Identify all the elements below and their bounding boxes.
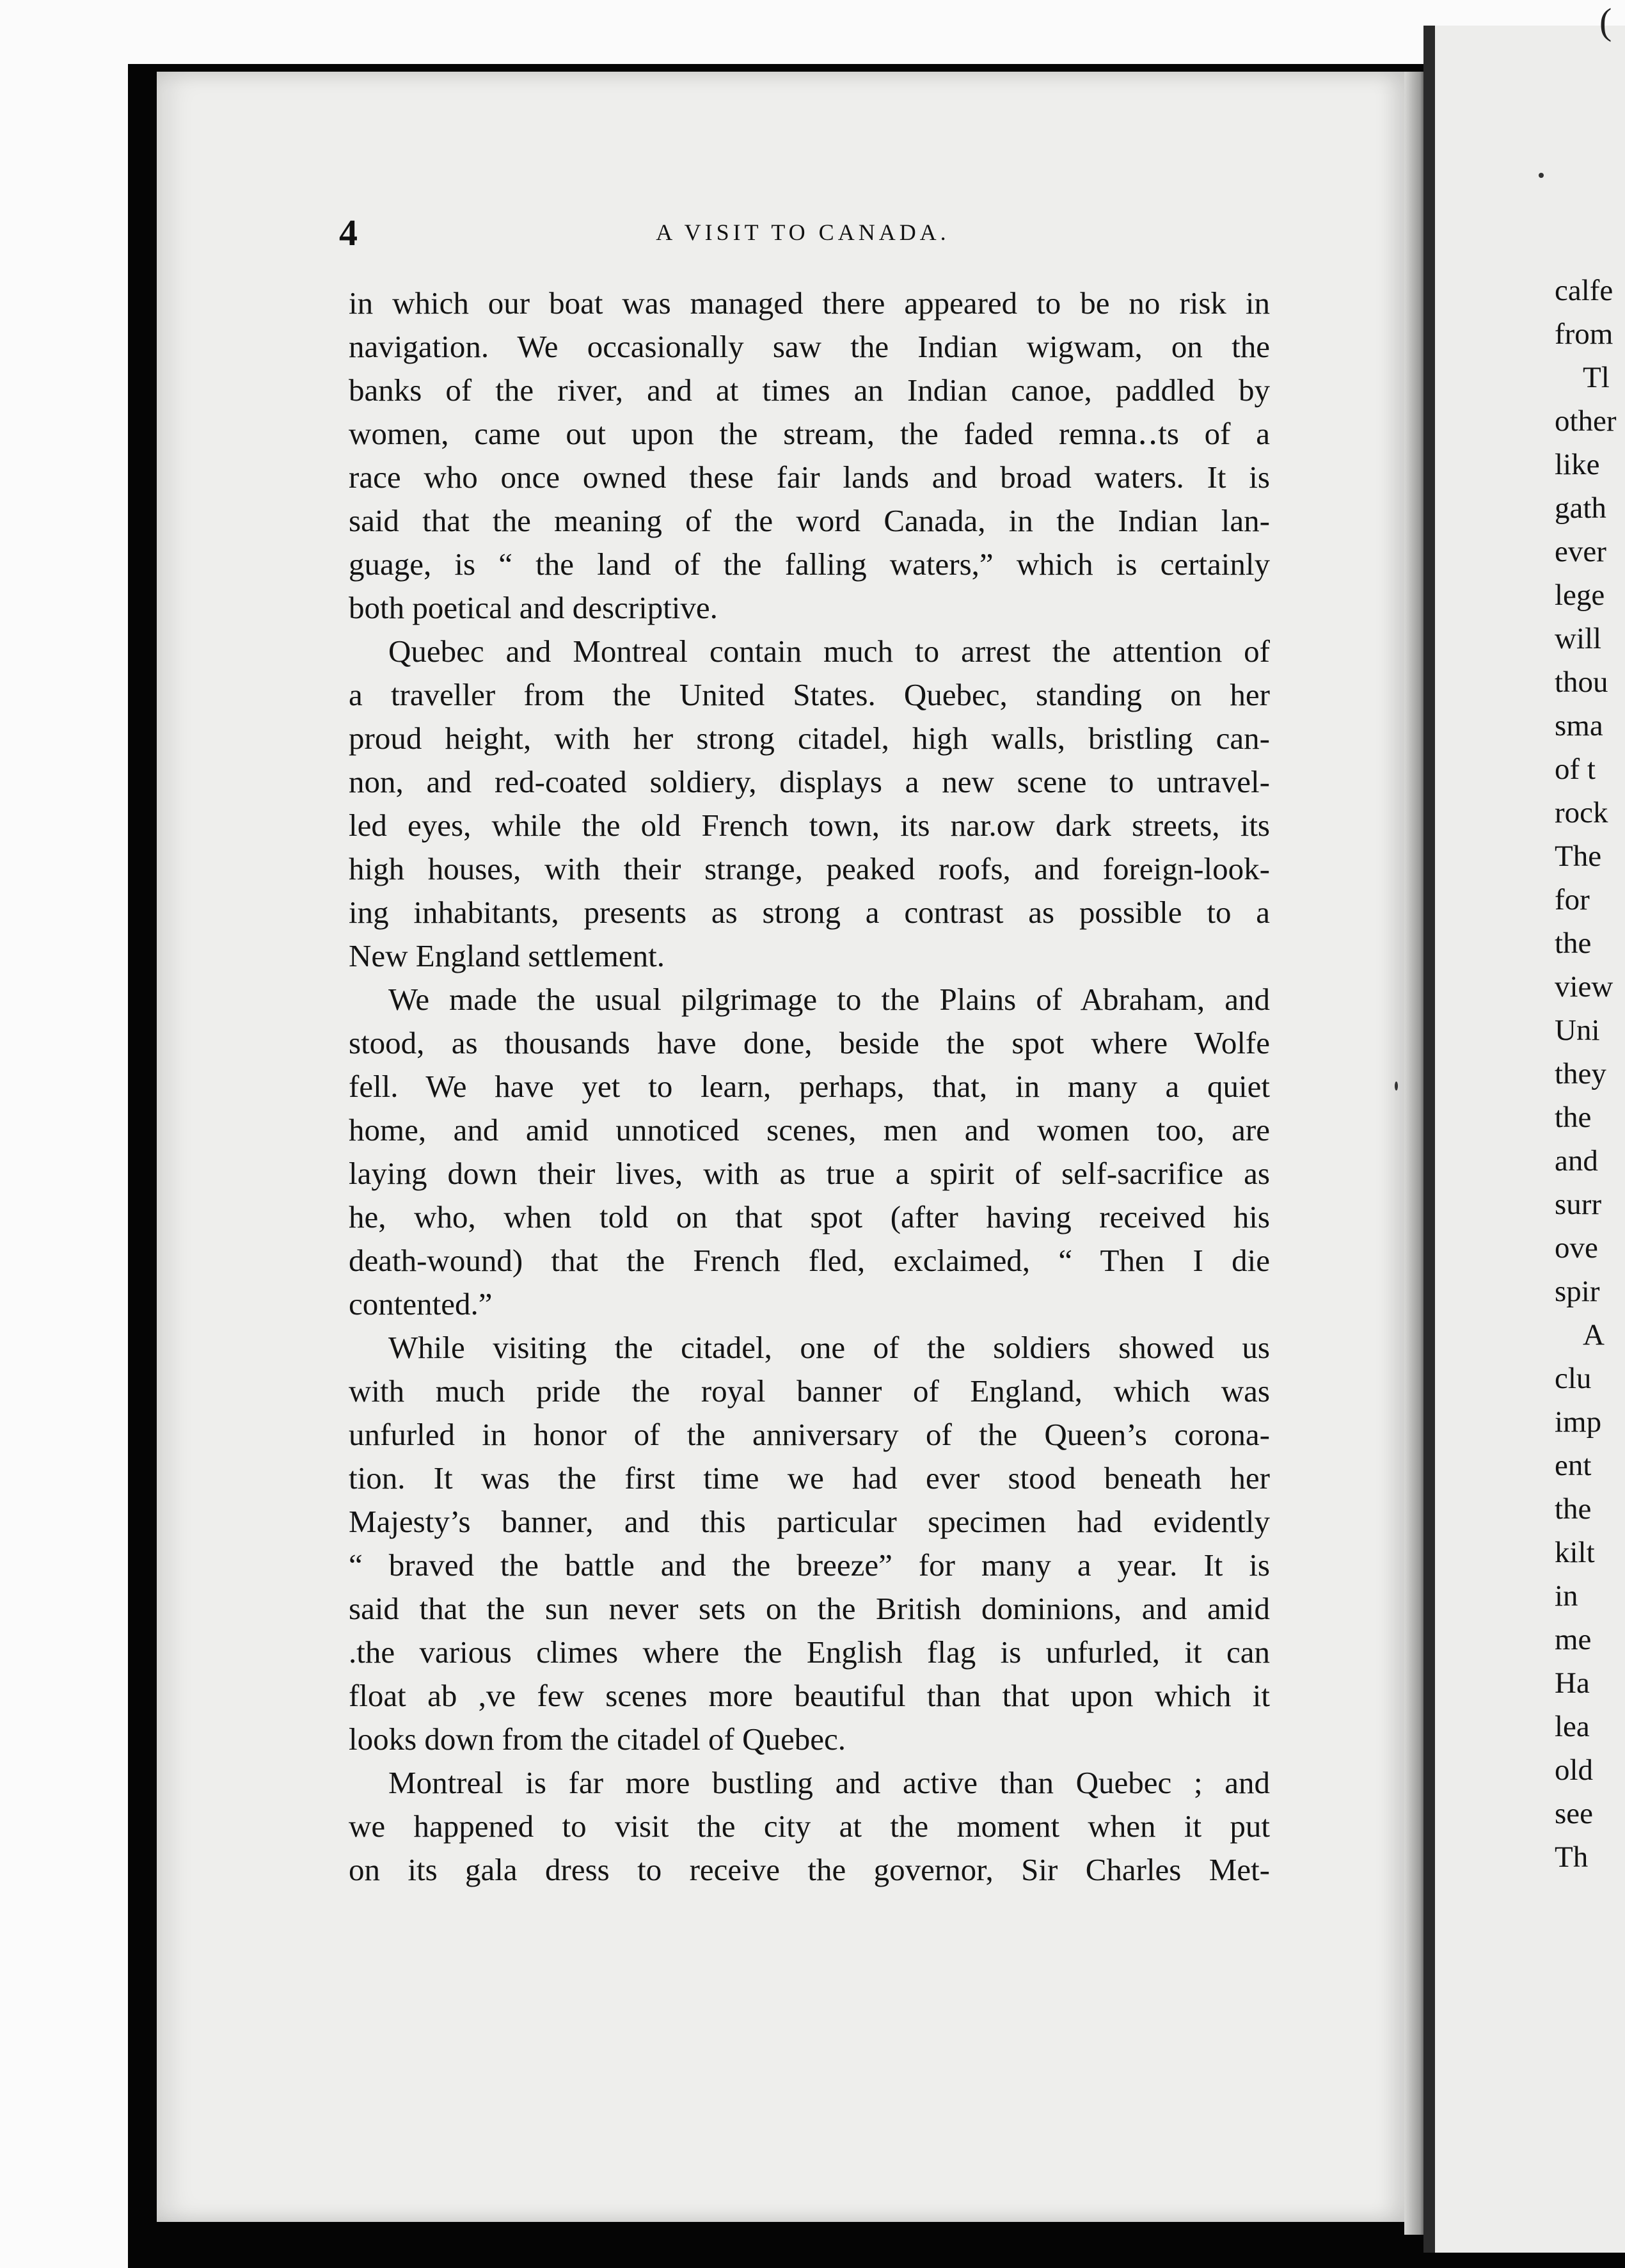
- facing-fragment: sma: [1555, 709, 1603, 742]
- facing-fragment: Ha: [1555, 1666, 1590, 1700]
- text-line: navigation. We occasionally saw the Indian wigwam, on the: [349, 329, 1270, 364]
- facing-fragment: ever: [1555, 535, 1606, 568]
- text-line: said that the sun never sets on the British dominions, and amid: [349, 1591, 1270, 1626]
- facing-fragment: will: [1555, 622, 1602, 655]
- facing-page-edge: [1423, 26, 1435, 2253]
- facing-fragment: spir: [1555, 1275, 1600, 1308]
- facing-fragment: calfe: [1555, 274, 1613, 307]
- facing-fragment: The: [1555, 840, 1602, 873]
- facing-fragment: for: [1555, 883, 1590, 916]
- text-line: “ braved the battle and the breeze” for many a year. It is: [349, 1547, 1270, 1583]
- facing-fragment: kilt: [1555, 1536, 1595, 1569]
- facing-fragment: other: [1555, 404, 1617, 438]
- facing-fragment: ent: [1555, 1449, 1592, 1482]
- text-line: proud height, with her strong citadel, high walls, bristling can-: [349, 721, 1270, 756]
- facing-fragment: lea: [1555, 1710, 1590, 1743]
- facing-fragment: imp: [1555, 1405, 1602, 1439]
- facing-fragment: from: [1555, 317, 1613, 351]
- text-line: New England settlement.: [349, 938, 665, 973]
- header-title: A VISIT TO CANADA.: [656, 220, 950, 245]
- text-line: Majesty’s banner, and this particular specimen had evidently: [349, 1504, 1270, 1539]
- corner-mark: (: [1599, 1, 1612, 42]
- facing-fragment: lege: [1555, 579, 1605, 612]
- text-line: looks down from the citadel of Quebec.: [349, 1721, 846, 1757]
- text-line: fell. We have yet to learn, perhaps, that, in many a quiet: [349, 1069, 1270, 1104]
- text-line: tion. It was the first time we had ever stood beneath her: [349, 1460, 1270, 1496]
- facing-fragment: A: [1583, 1318, 1605, 1352]
- text-line: laying down their lives, with as true a spirit of self-sacrifice as: [349, 1156, 1270, 1191]
- facing-fragment: old: [1555, 1753, 1594, 1787]
- text-line: in which our boat was managed there appeared to be no risk in: [349, 285, 1270, 321]
- ink-speck: [1539, 173, 1544, 178]
- facing-page-text: [1555, 269, 1625, 1879]
- facing-fragment: rock: [1555, 796, 1608, 829]
- text-line: unfurled in honor of the anniversary of the Queen’s corona-: [349, 1417, 1270, 1452]
- text-line: Montreal is far more bustling and active than Quebec ; and: [388, 1765, 1270, 1800]
- ink-speck: [1395, 1082, 1398, 1090]
- text-line: Quebec and Montreal contain much to arrest the attention of: [388, 634, 1270, 669]
- facing-fragment: thou: [1555, 666, 1608, 699]
- text-line: women, came out upon the stream, the faded remna․․ts of a: [349, 416, 1270, 451]
- text-line: with much pride the royal banner of England, which was: [349, 1373, 1270, 1409]
- text-line: home, and amid unnoticed scenes, men and women too, are: [349, 1112, 1270, 1147]
- text-line: banks of the river, and at times an Indian canoe, paddled by: [349, 372, 1270, 408]
- body-text: [349, 282, 1270, 1892]
- text-line: While visiting the citadel, one of the soldiers showed us: [388, 1330, 1270, 1365]
- facing-fragment: of t: [1555, 753, 1596, 786]
- text-line: We made the usual pilgrimage to the Plains of Abraham, and: [388, 982, 1270, 1017]
- facing-fragment: Tl: [1583, 361, 1610, 394]
- text-line: high houses, with their strange, peaked roofs, and foreign-look-: [349, 851, 1270, 886]
- facing-fragment: they: [1555, 1057, 1606, 1090]
- text-line: race who once owned these fair lands and broad waters. It is: [349, 459, 1270, 495]
- facing-fragment: clu: [1555, 1362, 1592, 1395]
- facing-fragment: Uni: [1555, 1014, 1600, 1047]
- text-line: led eyes, while the old French town, its nar.ow dark streets, its: [349, 808, 1270, 843]
- text-line: guage, is “ the land of the falling waters,” which is certainly: [349, 547, 1270, 582]
- page-number: 4: [339, 212, 358, 253]
- facing-fragment: view: [1555, 970, 1613, 1003]
- text-line: .the various climes where the English flag is unfurled, it can: [349, 1634, 1270, 1670]
- running-head: [339, 211, 1267, 256]
- text-line: death-wound) that the French fled, exclaimed, “ Then I die: [349, 1243, 1270, 1278]
- facing-fragment: see: [1555, 1797, 1594, 1830]
- text-line: he, who, when told on that spot (after having received his: [349, 1199, 1270, 1234]
- text-line: contented.”: [349, 1286, 493, 1322]
- text-line: ing inhabitants, presents as strong a contrast as possible to a: [349, 895, 1270, 930]
- text-line: we happened to visit the city at the moment when it put: [349, 1809, 1270, 1844]
- text-line: on its gala dress to receive the governor, Sir Charles Met-: [349, 1852, 1270, 1887]
- facing-fragment: Th: [1555, 1841, 1589, 1874]
- facing-fragment: the: [1555, 1492, 1592, 1526]
- facing-fragment: me: [1555, 1623, 1592, 1656]
- text-line: said that the meaning of the word Canada, in the Indian lan-: [349, 503, 1270, 538]
- facing-fragment: in: [1555, 1579, 1578, 1613]
- facing-fragment: ove: [1555, 1231, 1598, 1265]
- facing-fragment: the: [1555, 1101, 1592, 1134]
- facing-fragment: the: [1555, 927, 1592, 960]
- facing-fragment: surr: [1555, 1188, 1602, 1221]
- text-line: float ab ,ve few scenes more beautiful than that upon which it: [349, 1678, 1270, 1713]
- facing-fragment: gath: [1555, 491, 1606, 525]
- text-line: a traveller from the United States. Quebec, standing on her: [349, 677, 1270, 712]
- text-line: non, and red-coated soldiery, displays a new scene to untravel-: [349, 764, 1270, 799]
- text-line: stood, as thousands have done, beside the spot where Wolfe: [349, 1025, 1270, 1060]
- facing-fragment: like: [1555, 448, 1600, 481]
- facing-fragment: and: [1555, 1144, 1598, 1178]
- text-line: both poetical and descriptive.: [349, 590, 718, 625]
